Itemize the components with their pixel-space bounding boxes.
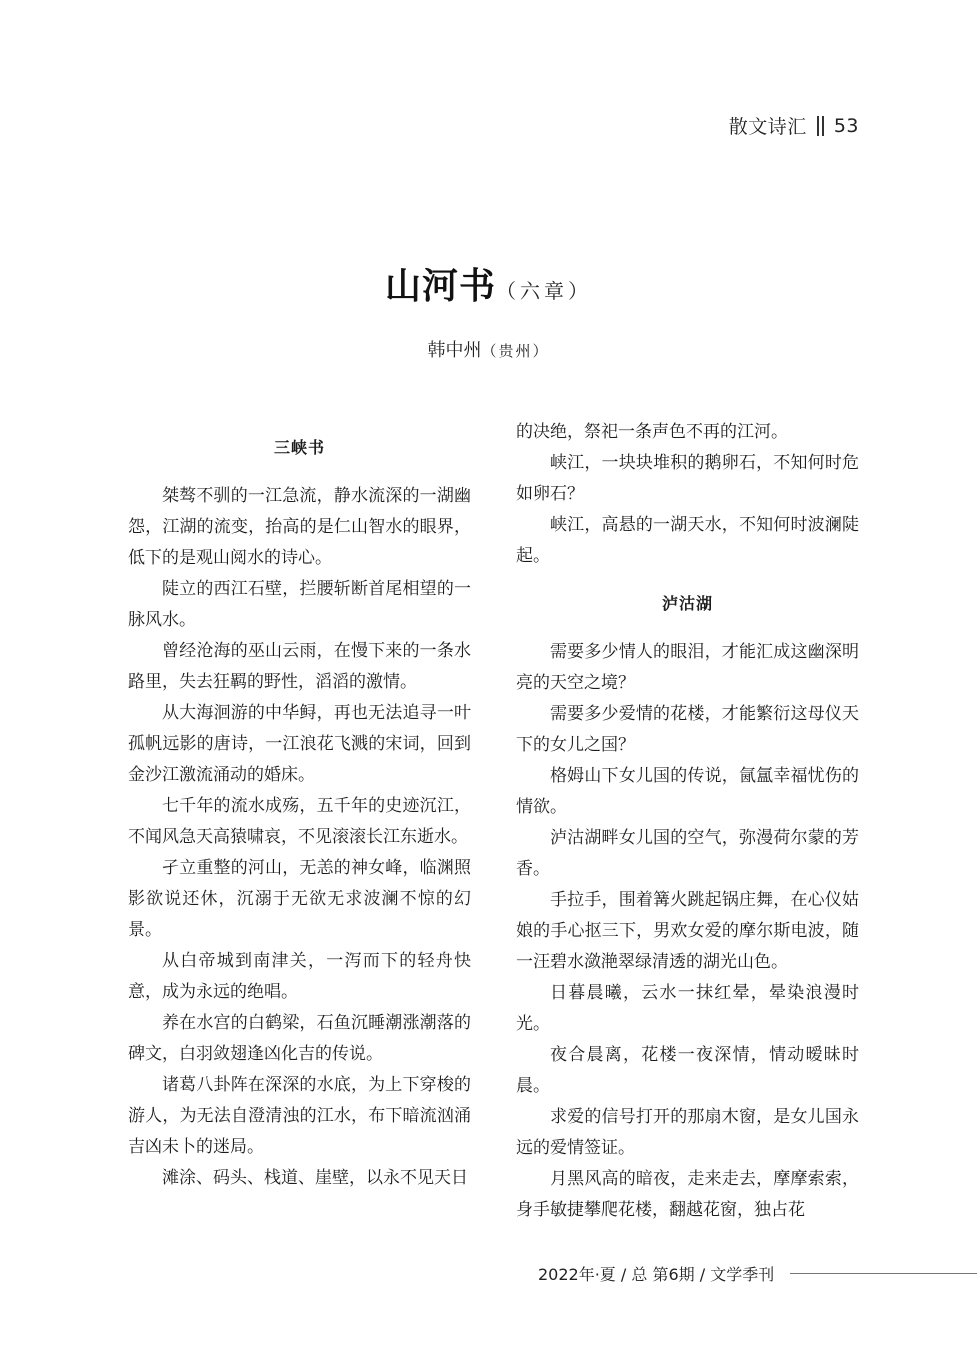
paragraph: 七千年的流水成殇，五千年的史迹沉江，不闻风急天高猿啸哀，不见滚滚长江东逝水。 — [128, 796, 471, 847]
right-column — [516, 417, 859, 1226]
paragraph: 月黑风高的暗夜，走来走去，摩摩索索，身手敏捷攀爬花楼，翻越花窗，独占花 — [516, 1169, 859, 1220]
paragraph: 泸沽湖畔女儿国的空气，弥漫荷尔蒙的芳香。 — [516, 828, 859, 879]
paragraph: 曾经沧海的巫山云雨，在慢下来的一条水路里，失去狂羁的野性，滔滔的激情。 — [128, 641, 471, 692]
paragraph: 从白帝城到南津关，一泻而下的轻舟快意，成为永远的绝唱。 — [128, 951, 471, 1002]
running-header — [729, 112, 859, 139]
left-column — [128, 418, 471, 1194]
paragraph: 手拉手，围着篝火跳起锅庄舞，在心仪姑娘的手心抠三下，男欢女爱的摩尔斯电波，随一汪碧水潋滟翠绿清透的湖光山色。 — [516, 890, 859, 972]
author-name: 韩中州 — [427, 340, 482, 361]
section-title: 三峡书 — [273, 438, 325, 457]
divider — [822, 116, 824, 136]
paragraph: 孑立重整的河山，无恙的神女峰，临渊照影欲说还休，沉溺于无欲无求波澜不惊的幻景。 — [128, 858, 471, 940]
article-title — [0, 258, 977, 309]
issue-info: 2022年·夏 / 总 第6期 / 文学季刊 — [538, 1265, 775, 1284]
page-number: 53 — [833, 114, 859, 137]
paragraph: 夜合晨离，花楼一夜深情，情动暧昧时晨。 — [516, 1045, 859, 1096]
paragraph: 格姆山下女儿国的传说，氤氲幸福忧伤的情欲。 — [516, 766, 859, 817]
paragraph-continued: 的决绝，祭祀一条声色不再的江河。 — [516, 422, 788, 442]
paragraph: 陡立的西江石壁，拦腰斩断首尾相望的一脉风水。 — [128, 579, 471, 630]
paragraph: 日暮晨曦，云水一抹红晕，晕染浪漫时光。 — [516, 983, 859, 1034]
paragraph: 诸葛八卦阵在深深的水底，为上下穿梭的游人，为无法自澄清浊的江水，布下暗流汹涌吉凶未卜的迷局。 — [128, 1075, 471, 1157]
section-title: 泸沽湖 — [661, 594, 713, 613]
author-place: （贵州） — [481, 342, 550, 360]
section-label: 散文诗汇 — [728, 116, 807, 138]
footer-rule — [790, 1273, 977, 1274]
author-line — [0, 336, 977, 362]
divider — [817, 116, 819, 136]
paragraph: 养在水宫的白鹤梁，石鱼沉睡潮涨潮落的碑文，白羽敛翅逢凶化吉的传说。 — [128, 1013, 471, 1064]
paragraph: 峡江，一块块堆积的鹅卵石，不知何时危如卵石？ — [516, 453, 859, 504]
running-footer — [538, 1262, 977, 1285]
paragraph: 滩涂、码头、栈道、崖壁，以永不见天日 — [162, 1168, 468, 1188]
paragraph: 需要多少爱情的花楼，才能繁衍这母仪天下的女儿之国？ — [516, 704, 859, 755]
paragraph: 需要多少情人的眼泪，才能汇成这幽深明亮的天空之境？ — [516, 642, 859, 693]
paragraph: 桀骜不驯的一江急流，静水流深的一湖幽怨，江湖的流变，抬高的是仁山智水的眼界，低下的是观山阅水的诗心。 — [128, 486, 471, 568]
paragraph: 峡江，高悬的一湖天水，不知何时波澜陡起。 — [516, 515, 859, 566]
title-main: 山河书 — [384, 266, 496, 307]
paragraph: 从大海洄游的中华鲟，再也无法追寻一叶孤帆远影的唐诗，一江浪花飞溅的宋词，回到金沙江激流涌动的婚床。 — [128, 703, 471, 785]
paragraph: 求爱的信号打开的那扇木窗，是女儿国永远的爱情签证。 — [516, 1107, 859, 1158]
title-sub: （六章） — [496, 279, 592, 303]
